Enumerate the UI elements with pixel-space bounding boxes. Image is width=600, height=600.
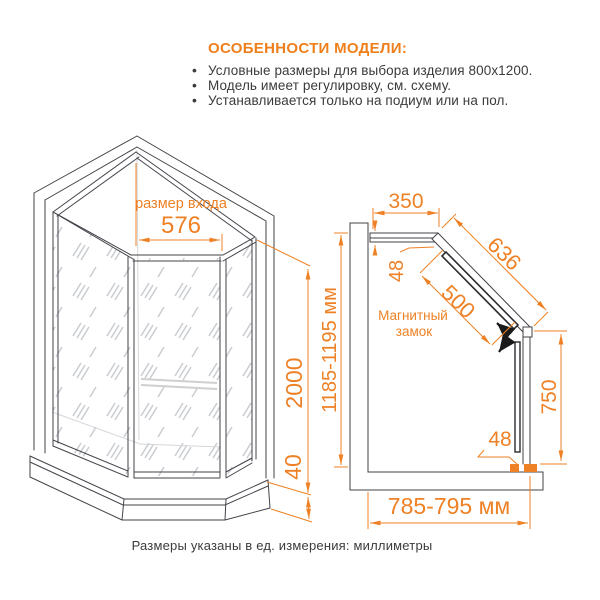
dim-base-height: 40 — [280, 454, 306, 480]
top-fixed-panel — [370, 233, 438, 242]
glass-panels — [53, 214, 252, 476]
dim-top-panel: 350 — [388, 190, 424, 213]
corner-post — [523, 327, 532, 337]
adjustable-profile — [510, 464, 537, 472]
feature-item: • Модель имеет регулировку, см. схему. — [188, 78, 588, 93]
magnet-label-line2: замок — [395, 324, 433, 339]
plan-view — [319, 190, 567, 529]
dim-height: 2000 — [281, 357, 307, 409]
dim-profile-bottom: 48 — [488, 428, 512, 451]
magnet-label-line1: Магнитный — [378, 308, 448, 323]
entrance-size-label: размер входа — [135, 196, 227, 212]
dim-width-range: 785-795 мм — [387, 493, 511, 519]
dim-depth-range: 1185-1195 мм — [319, 287, 341, 413]
door-swing-arrow — [497, 323, 504, 352]
dim-diagonal: 636 — [482, 231, 527, 276]
feature-item: • Устанавливается только на подиум или на пол. — [188, 93, 588, 108]
dim-right-panel: 750 — [538, 379, 561, 415]
right-fixed-panel — [515, 337, 530, 464]
dim-profile-top: 48 — [386, 259, 408, 283]
feature-item: • Условные размеры для выбора изделия 800x1200. — [188, 63, 588, 78]
dim-entrance-width: 576 — [160, 212, 202, 239]
iso-view — [30, 136, 312, 522]
dim-door: 500 — [436, 279, 481, 324]
features-title: ОСОБЕННОСТИ МОДЕЛИ: — [208, 40, 408, 57]
units-note: Размеры указаны в ед. измерения: миллиметры — [131, 538, 433, 553]
